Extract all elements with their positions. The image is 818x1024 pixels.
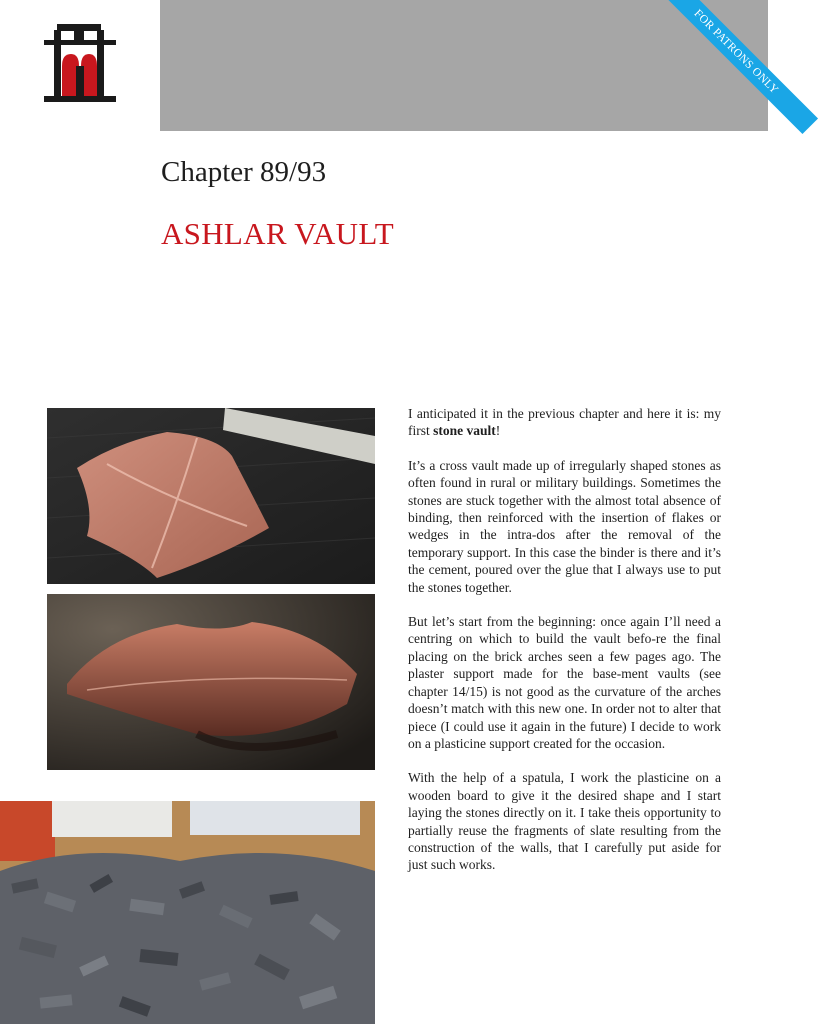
photo-centring-side xyxy=(47,594,375,770)
vise-press-icon xyxy=(40,22,120,106)
paragraph-3: But let’s start from the beginning: once again I’ll need a centring on which to build the vault befo-re the final placing on the brick arches seen a few pages ago. The plaster support made for the base-ment vaults (see chapter 14/15) is not good as the curvature of the arches doesn’t match with this new one. In order not to alter that piece (I could use it again in the future) I decide to work on a plasticine support created for the occasion. xyxy=(408,614,721,751)
plasticine-centring-top-view xyxy=(47,408,375,584)
paragraph-4: With the help of a spatula, I work the plasticine on a wooden board to give it the desired shape and I start laying the stones directly on it. I take theis opportunity to partially reuse the fragments of slate resulting from the construction of the walls, that I carefully put aside for just such works. xyxy=(408,770,721,873)
stone-vault-emphasis: stone vault xyxy=(433,423,496,439)
chapter-label: Chapter 89/93 xyxy=(161,156,327,188)
slate-fragments-pile xyxy=(0,801,375,1024)
chapter-title: ASHLAR VAULT xyxy=(161,216,394,251)
photo-slate-fragments xyxy=(0,801,375,1024)
paragraph-1: I anticipated it in the previous chapter and here it is: my first stone vault! xyxy=(408,406,721,439)
plasticine-centring-side-view xyxy=(47,594,375,770)
paragraph-2: It’s a cross vault made up of irregularly shaped stones as often found in rural or military buildings. Sometimes the stones are stuck together with the almost total absence of binding, then reinforced with the insertion of flakes or wedges in the intra-dos after the removal of the temporary support. In this case the binder is there and it’s the cement, poured over the glue that I always use to put the stones together. xyxy=(408,457,721,595)
corner-ribbon xyxy=(628,0,781,140)
logo xyxy=(40,22,120,106)
patrons-only-ribbon: FOR PATRONS ONLY xyxy=(654,0,818,134)
photo-centring-top xyxy=(47,408,375,584)
body-text xyxy=(408,405,721,891)
